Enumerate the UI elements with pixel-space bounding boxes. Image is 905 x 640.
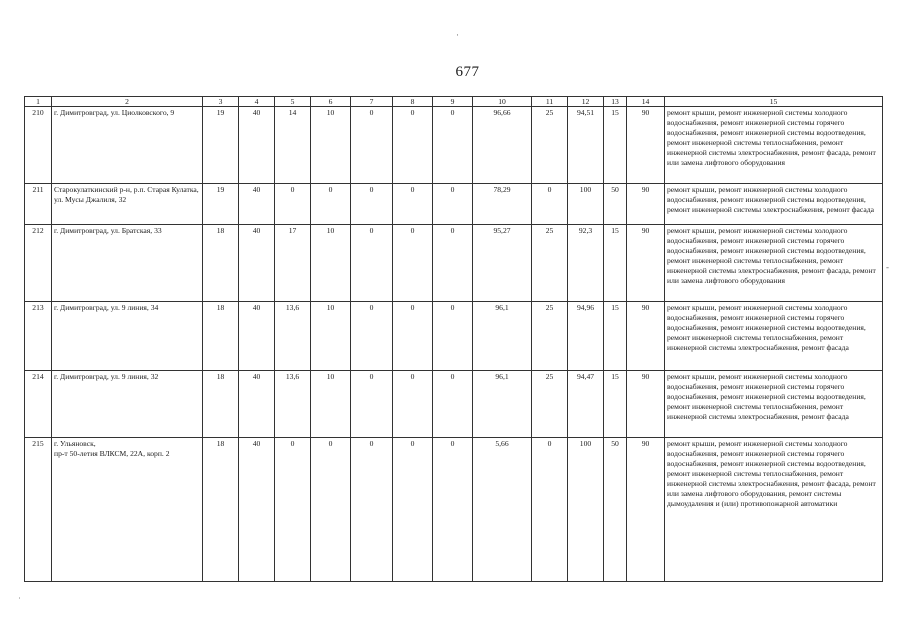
row-number: 213 [25, 302, 52, 371]
value-cell: 90 [627, 107, 665, 184]
value-cell: 0 [532, 438, 568, 582]
value-cell: 94,96 [568, 302, 604, 371]
value-cell: 40 [239, 225, 275, 302]
value-cell: 0 [393, 438, 433, 582]
value-cell: 0 [351, 225, 393, 302]
value-cell: 0 [433, 438, 473, 582]
value-cell: 19 [203, 184, 239, 225]
value-cell: 18 [203, 438, 239, 582]
value-cell: 94,51 [568, 107, 604, 184]
row-number: 212 [25, 225, 52, 302]
works-cell: ремонт крыши, ремонт инженерной системы холодного водоснабжения, ремонт инженерной системы горячего водоснабжения, ремонт инженерной системы водоотведения, ремонт инженерной системы теплоснабжения, ремонт инженерной системы электроснабжения, ремонт фасада, ремонт или замена лифтового оборудования, ремонт системы дымоудаления и (или) противопожарной автоматики [665, 438, 883, 582]
value-cell: 0 [351, 107, 393, 184]
value-cell: 0 [433, 225, 473, 302]
table-row [25, 302, 883, 371]
address-cell: г. Димитровград, ул. 9 линия, 32 [52, 371, 203, 438]
value-cell: 96,66 [473, 107, 532, 184]
value-cell: 14 [275, 107, 311, 184]
value-cell: 19 [203, 107, 239, 184]
value-cell: 95,27 [473, 225, 532, 302]
works-cell: ремонт крыши, ремонт инженерной системы холодного водоснабжения, ремонт инженерной системы горячего водоснабжения, ремонт инженерной системы водоотведения, ремонт инженерной системы теплоснабжения, ремонт инженерной системы электроснабжения, ремонт фасада, ремонт или замена лифтового оборудования [665, 225, 883, 302]
works-cell: ремонт крыши, ремонт инженерной системы холодного водоснабжения, ремонт инженерной системы водоотведения, ремонт инженерной системы электроснабжения, ремонт фасада [665, 184, 883, 225]
value-cell: 78,29 [473, 184, 532, 225]
value-cell: 0 [393, 302, 433, 371]
value-cell: 96,1 [473, 302, 532, 371]
value-cell: 15 [604, 225, 627, 302]
value-cell: 25 [532, 225, 568, 302]
value-cell: 15 [604, 302, 627, 371]
column-header: 6 [311, 97, 351, 107]
value-cell: 40 [239, 371, 275, 438]
table-row [25, 107, 883, 184]
row-number: 210 [25, 107, 52, 184]
value-cell: 40 [239, 184, 275, 225]
scan-speck: - [886, 262, 889, 272]
value-cell: 100 [568, 184, 604, 225]
column-header: 15 [665, 97, 883, 107]
value-cell: 100 [568, 438, 604, 582]
value-cell: 10 [311, 225, 351, 302]
value-cell: 0 [311, 438, 351, 582]
value-cell: 40 [239, 302, 275, 371]
capital-repair-table [24, 96, 883, 582]
value-cell: 50 [604, 184, 627, 225]
column-header: 1 [25, 97, 52, 107]
value-cell: 94,47 [568, 371, 604, 438]
column-header: 3 [203, 97, 239, 107]
column-header: 2 [52, 97, 203, 107]
value-cell: 0 [532, 184, 568, 225]
column-header: 10 [473, 97, 532, 107]
value-cell: 10 [311, 302, 351, 371]
value-cell: 90 [627, 225, 665, 302]
column-header: 11 [532, 97, 568, 107]
column-header: 9 [433, 97, 473, 107]
value-cell: 0 [393, 225, 433, 302]
column-header: 7 [351, 97, 393, 107]
value-cell: 25 [532, 371, 568, 438]
table-row [25, 225, 883, 302]
value-cell: 0 [433, 302, 473, 371]
address-cell: г. Димитровград, ул. 9 линия, 34 [52, 302, 203, 371]
value-cell: 18 [203, 225, 239, 302]
works-cell: ремонт крыши, ремонт инженерной системы холодного водоснабжения, ремонт инженерной системы горячего водоснабжения, ремонт инженерной системы водоотведения, ремонт инженерной системы теплоснабжения, ремонт инженерной системы электроснабжения, ремонт фасада [665, 371, 883, 438]
scan-speck: · [456, 30, 459, 40]
column-header: 5 [275, 97, 311, 107]
works-cell: ремонт крыши, ремонт инженерной системы холодного водоснабжения, ремонт инженерной системы горячего водоснабжения, ремонт инженерной системы водоотведения, ремонт инженерной системы теплоснабжения, ремонт инженерной системы электроснабжения, ремонт фасада [665, 302, 883, 371]
value-cell: 0 [351, 302, 393, 371]
value-cell: 10 [311, 107, 351, 184]
address-cell: Старокулаткинский р-н, р.п. Старая Кулатка, ул. Мусы Джалиля, 32 [52, 184, 203, 225]
value-cell: 15 [604, 107, 627, 184]
column-header: 12 [568, 97, 604, 107]
table-row [25, 371, 883, 438]
works-cell: ремонт крыши, ремонт инженерной системы холодного водоснабжения, ремонт инженерной системы горячего водоснабжения, ремонт инженерной системы водоотведения, ремонт инженерной системы теплоснабжения, ремонт инженерной системы электроснабжения, ремонт фасада, ремонт или замена лифтового оборудования [665, 107, 883, 184]
value-cell: 0 [275, 438, 311, 582]
value-cell: 0 [351, 184, 393, 225]
value-cell: 0 [393, 371, 433, 438]
value-cell: 50 [604, 438, 627, 582]
value-cell: 0 [393, 107, 433, 184]
value-cell: 0 [351, 438, 393, 582]
address-cell: г. Димитровград, ул. Циолковского, 9 [52, 107, 203, 184]
value-cell: 13,6 [275, 302, 311, 371]
table-row [25, 438, 883, 582]
table-row [25, 184, 883, 225]
value-cell: 90 [627, 371, 665, 438]
value-cell: 0 [311, 184, 351, 225]
value-cell: 17 [275, 225, 311, 302]
value-cell: 0 [433, 107, 473, 184]
value-cell: 10 [311, 371, 351, 438]
value-cell: 0 [393, 184, 433, 225]
value-cell: 0 [275, 184, 311, 225]
value-cell: 0 [433, 184, 473, 225]
row-number: 214 [25, 371, 52, 438]
value-cell: 25 [532, 302, 568, 371]
value-cell: 96,1 [473, 371, 532, 438]
header-row [25, 97, 883, 107]
column-header: 14 [627, 97, 665, 107]
value-cell: 25 [532, 107, 568, 184]
row-number: 215 [25, 438, 52, 582]
address-cell: г. Ульяновск, пр-т 50-летия ВЛКСМ, 22А, корп. 2 [52, 438, 203, 582]
row-number: 211 [25, 184, 52, 225]
value-cell: 0 [433, 371, 473, 438]
column-header: 13 [604, 97, 627, 107]
value-cell: 92,3 [568, 225, 604, 302]
scan-speck: ˙ [18, 596, 21, 606]
column-header: 4 [239, 97, 275, 107]
value-cell: 5,66 [473, 438, 532, 582]
value-cell: 90 [627, 438, 665, 582]
value-cell: 0 [351, 371, 393, 438]
value-cell: 15 [604, 371, 627, 438]
value-cell: 13,6 [275, 371, 311, 438]
value-cell: 40 [239, 107, 275, 184]
address-cell: г. Димитровград, ул. Братская, 33 [52, 225, 203, 302]
page-number: 677 [455, 64, 480, 80]
value-cell: 90 [627, 302, 665, 371]
value-cell: 90 [627, 184, 665, 225]
value-cell: 40 [239, 438, 275, 582]
value-cell: 18 [203, 371, 239, 438]
column-header: 8 [393, 97, 433, 107]
value-cell: 18 [203, 302, 239, 371]
